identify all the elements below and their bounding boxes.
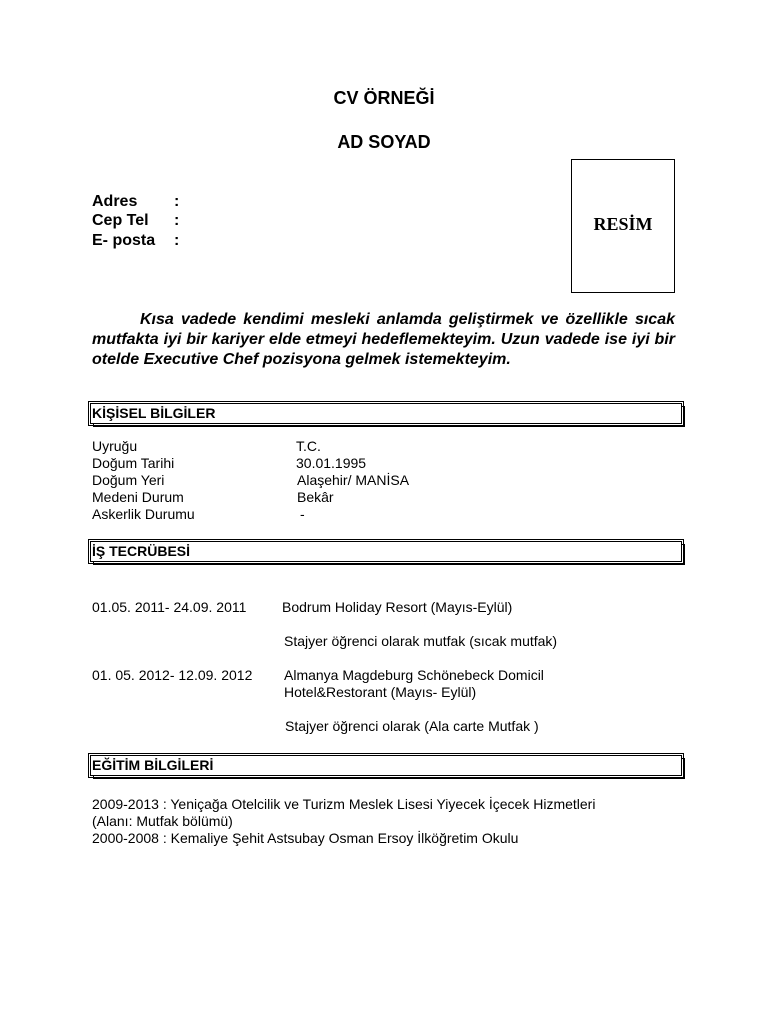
- contact-email-sep: :: [174, 232, 180, 249]
- experience-place: Hotel&Restorant (Mayıs- Eylül): [284, 684, 477, 700]
- photo-label: RESİM: [593, 213, 653, 234]
- photo-placeholder: [571, 159, 675, 293]
- personal-key: Doğum Yeri: [92, 472, 165, 488]
- personal-value: -: [300, 506, 305, 522]
- personal-value: Bekâr: [297, 489, 334, 505]
- section-education-title: EĞİTİM BİLGİLERİ: [92, 757, 214, 773]
- personal-key: Uyruğu: [92, 438, 138, 454]
- contact-address-sep: :: [174, 193, 180, 210]
- contact-phone: [92, 212, 179, 230]
- section-personal-header: [90, 403, 682, 424]
- personal-value: 30.01.1995: [296, 455, 367, 471]
- contact-address-label: Adres: [92, 193, 138, 210]
- contact-phone-sep: :: [174, 212, 180, 229]
- contact-address: [92, 193, 179, 211]
- education-line: 2000-2008 : Kemaliye Şehit Astsubay Osman Ersoy İlköğretim Okulu: [92, 830, 519, 846]
- personal-key: Askerlik Durumu: [92, 506, 195, 522]
- contact-email-label: E- posta: [92, 232, 156, 249]
- section-experience-title: İŞ TECRÜBESİ: [92, 543, 191, 559]
- personal-value: T.C.: [296, 438, 321, 454]
- experience-dates: 01.05. 2011- 24.09. 2011: [92, 599, 247, 615]
- experience-dates: 01. 05. 2012- 12.09. 2012: [92, 667, 253, 683]
- personal-key: Doğum Tarihi: [92, 455, 175, 471]
- person-name: AD SOYAD: [337, 132, 431, 152]
- education-line: (Alanı: Mutfak bölümü): [92, 813, 233, 829]
- document-title: CV ÖRNEĞİ: [333, 88, 435, 108]
- experience-place: Almanya Magdeburg Schönebeck Domicil: [284, 667, 544, 683]
- experience-role: Stajyer öğrenci olarak mutfak (sıcak mutfak): [284, 633, 558, 649]
- contact-phone-label: Cep Tel: [92, 212, 149, 229]
- personal-key: Medeni Durum: [92, 489, 184, 505]
- section-personal-title: KİŞİSEL BİLGİLER: [92, 405, 216, 421]
- education-line: 2009-2013 : Yeniçağa Otelcilik ve Turizm Meslek Lisesi Yiyecek İçecek Hizmetleri: [92, 796, 596, 812]
- personal-value: Alaşehir/ MANİSA: [297, 472, 410, 488]
- experience-role: Stajyer öğrenci olarak (Ala carte Mutfak ): [285, 718, 539, 734]
- contact-email: [92, 232, 179, 250]
- experience-place: Bodrum Holiday Resort (Mayıs-Eylül): [282, 599, 513, 615]
- section-education-header: [90, 755, 682, 776]
- career-objective: Kısa vadede kendimi mesleki anlamda geliştirmek ve özellikle sıcak mutfakta iyi bir kariyer elde etmeyi hedeflemekteyim. Uzun vadede ise iyi bir otelde Executive Chef pozisyona gelmek istemekteyim.: [92, 311, 675, 368]
- section-experience-header: [90, 541, 682, 562]
